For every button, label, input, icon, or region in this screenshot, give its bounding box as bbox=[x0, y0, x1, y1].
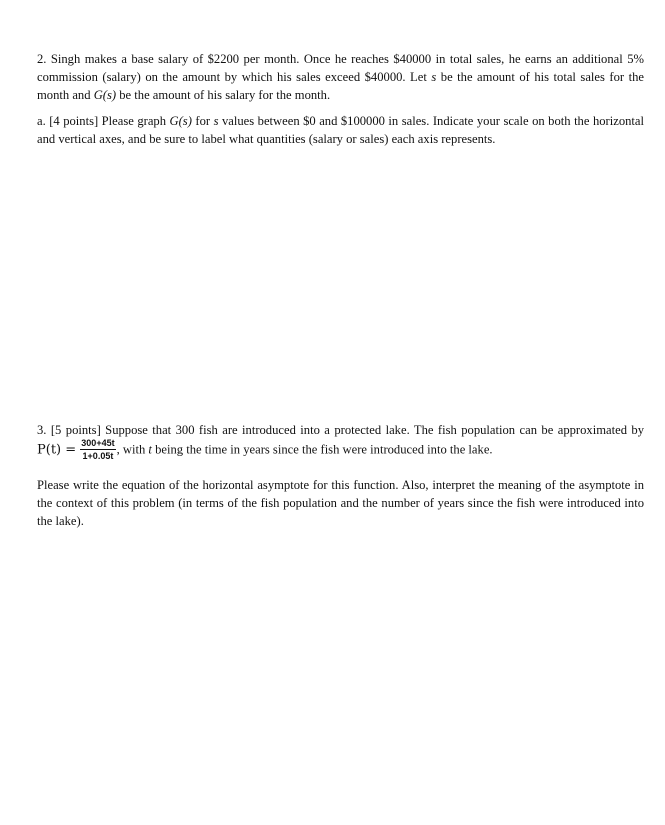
question-2 bbox=[37, 50, 644, 104]
q2-line2b: be the amount of his total sales bbox=[440, 70, 605, 84]
q3-line2b: , with bbox=[116, 442, 146, 457]
q2a-prefix: a. [4 points] Please graph bbox=[37, 114, 167, 128]
q2a-func: G(s) bbox=[169, 114, 192, 128]
question-2a bbox=[37, 112, 644, 148]
q2a-mid: for bbox=[195, 114, 211, 128]
q3-t-var: t bbox=[148, 442, 152, 457]
q2-line3: for the month and bbox=[37, 70, 644, 102]
question-3 bbox=[37, 421, 644, 462]
q3-function: P(t) = bbox=[37, 442, 77, 458]
q2-line2: 5% commission (salary) on the amount by which his sales exceed $40000. Let bbox=[37, 52, 644, 84]
q2-line3b: be the amount of his salary for the month. bbox=[119, 88, 331, 102]
q2-line1: 2. Singh makes a base salary of $2200 per month. Once he reaches $40000 in total sales, he earns an additional bbox=[37, 52, 623, 66]
q2-s-var: s bbox=[431, 70, 437, 84]
q2a-rest: values between $0 and $100000 in sales. Indicate your scale on both the bbox=[222, 114, 590, 128]
question-3-text bbox=[37, 421, 644, 462]
q3-paragraph-2: Please write the equation of the horizontal asymptote for this function. Also, interpret the meaning of the asymptote in the context of this problem (in terms of the fish population and the number of years since the fish were introduced into the lake). bbox=[37, 478, 644, 528]
question-3-instructions bbox=[37, 476, 644, 530]
question-2a-text bbox=[37, 112, 644, 148]
q2a-s-var: s bbox=[213, 114, 219, 128]
q3-denominator: 1+0.05t bbox=[82, 451, 114, 461]
q3-line2a: approximated by bbox=[557, 423, 645, 437]
q2-func: G(s) bbox=[93, 88, 117, 102]
question-2-text bbox=[37, 50, 644, 104]
q3-fraction bbox=[80, 438, 115, 461]
q2a-line2: horizontal and vertical axes, and be sure to label what quantities (salary or sales) each axis represents. bbox=[37, 114, 645, 146]
q3-line2c: being the time in years since the fish were introduced into the lake. bbox=[155, 442, 493, 457]
q3-numerator: 300+45t bbox=[81, 438, 115, 448]
q3-line1: 3. [5 points] Suppose that 300 fish are introduced into a protected lake. The fish population can be bbox=[37, 423, 554, 437]
